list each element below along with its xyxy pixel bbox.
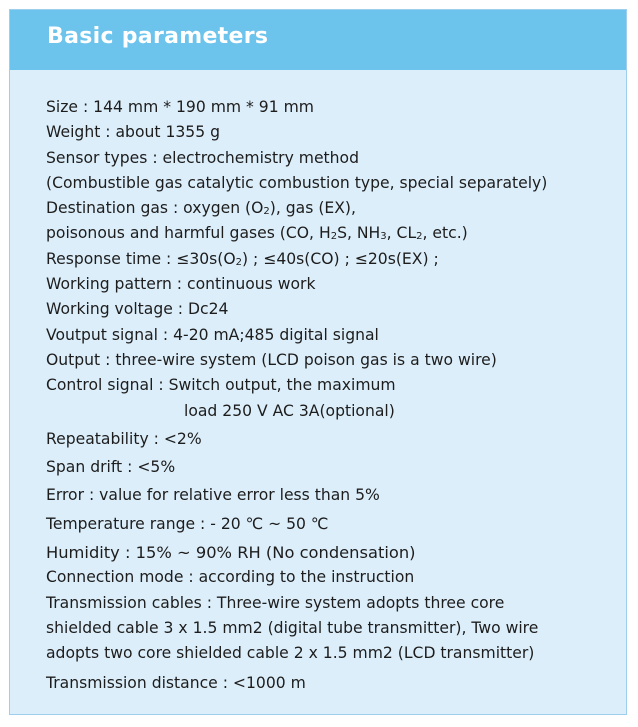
param-temperature-range: Temperature range : - 20 ℃ ~ 50 ℃	[46, 514, 329, 533]
param-humidity: Humidity : 15% ~ 90% RH (No condensation)	[46, 543, 416, 563]
param-span-drift: Span drift : <5%	[46, 458, 176, 477]
response-o2-subscript: 2	[235, 256, 243, 268]
h2s-subscript: 2	[330, 231, 338, 243]
param-sensor-types-note: (Combustible gas catalytic combustion type, special separately)	[46, 173, 548, 192]
param-transmission-cables-1: Transmission cables : Three-wire system adopts three core	[46, 593, 505, 612]
param-poisonous-gases	[46, 221, 622, 246]
param-response-time	[46, 247, 622, 272]
param-transmission-cables-3: adopts two core shielded cable 2 x 1.5 mm2 (LCD transmitter)	[46, 644, 535, 663]
card-title: Basic parameters	[47, 24, 269, 49]
poisonous-part4: , etc.)	[422, 224, 468, 243]
poisonous-part3: , CL	[386, 224, 417, 243]
response-time-suffix: ) ; ≤40s(CO) ; ≤20s(EX) ;	[242, 249, 439, 268]
param-destination-gas	[46, 196, 622, 221]
cl2-subscript: 2	[416, 231, 423, 243]
poisonous-part1: poisonous and harmful gases (CO, H	[46, 224, 331, 243]
basic-parameters-card	[9, 9, 627, 715]
destination-gas-suffix: ), gas (EX),	[269, 199, 356, 218]
param-working-voltage: Working voltage : Dc24	[46, 300, 229, 319]
parameter-list	[46, 95, 622, 696]
param-size: Size : 144 mm * 190 mm * 91 mm	[46, 98, 314, 116]
param-error: Error : value for relative error less than 5%	[46, 486, 380, 505]
param-transmission-distance: Transmission distance : <1000 m	[46, 673, 306, 692]
param-weight: Weight : about 1355 g	[46, 123, 220, 142]
card-header	[10, 10, 626, 70]
param-control-signal-cont: load 250 V AC 3A(optional)	[184, 401, 395, 420]
poisonous-part2: S, NH	[337, 224, 381, 243]
param-transmission-cables-2: shielded cable 3 x 1.5 mm2 (digital tube transmitter), Two wire	[46, 618, 539, 637]
param-output-signal: Voutput signal : 4-20 mA;485 digital signal	[46, 325, 379, 344]
param-sensor-types: Sensor types : electrochemistry method	[46, 148, 359, 167]
response-time-prefix: Response time : ≤30s(O	[46, 249, 236, 268]
destination-gas-prefix: Destination gas : oxygen (O	[46, 199, 264, 218]
param-repeatability: Repeatability : <2%	[46, 429, 202, 448]
o2-subscript: 2	[263, 206, 270, 218]
nh3-subscript: 3	[380, 231, 387, 243]
param-control-signal: Control signal : Switch output, the maximum	[46, 376, 396, 395]
param-output: Output : three-wire system (LCD poison gas is a two wire)	[46, 350, 497, 369]
param-connection-mode: Connection mode : according to the instruction	[46, 568, 415, 587]
param-working-pattern: Working pattern : continuous work	[46, 275, 316, 294]
